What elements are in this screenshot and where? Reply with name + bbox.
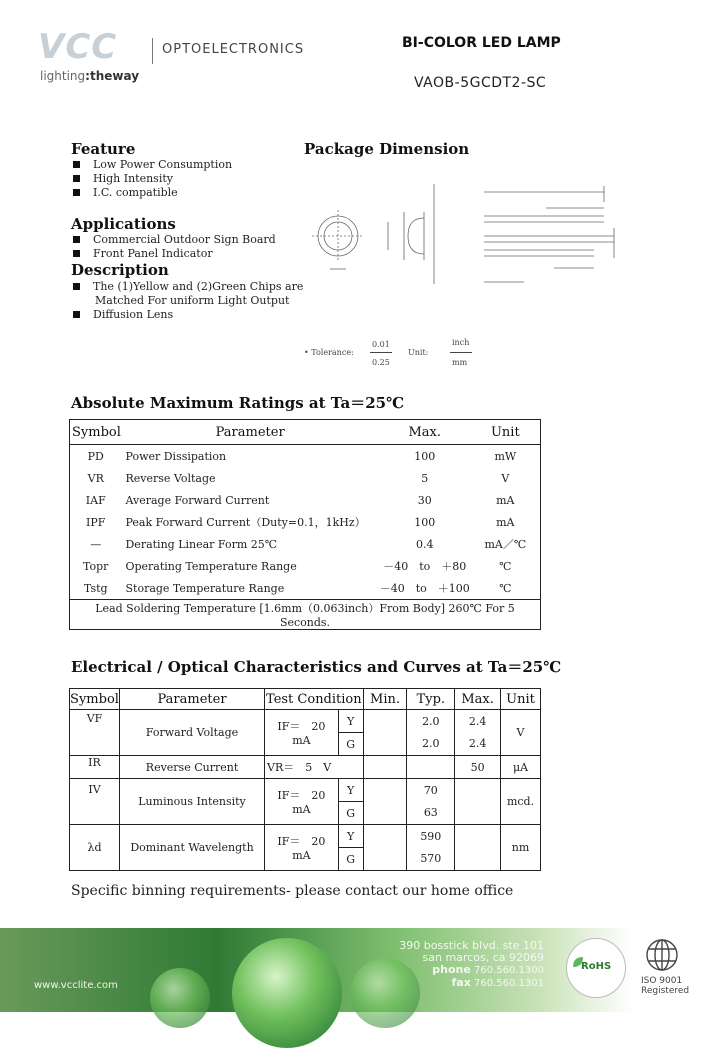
unit-fraction-line	[450, 352, 472, 353]
led-side-dome	[408, 218, 424, 254]
company-address	[399, 940, 544, 990]
col-min: Min.	[363, 689, 407, 710]
binning-note: Specific binning requirements- please contact our home office	[71, 883, 514, 899]
col-max: Max.	[379, 420, 471, 445]
website-link[interactable]: www.vcclite.com	[34, 980, 118, 991]
list-item: Front Panel Indicator	[73, 247, 276, 261]
table-row: — Derating Linear Form 25℃ 0.4 mA／℃	[90, 537, 527, 551]
amr-heading: Absolute Maximum Ratings at Ta＝25℃	[71, 394, 405, 412]
col-symbol: Symbol	[70, 689, 120, 710]
unit-inch: inch	[452, 338, 470, 347]
col-max: Max.	[455, 689, 501, 710]
table-row: IAF Average Forward Current 30 mA	[85, 493, 515, 507]
bullet-icon	[73, 250, 80, 257]
table-row: IV Luminous Intensity IF＝ 20 mA Y 70 mcd.	[70, 779, 541, 802]
col-test-condition: Test Condition	[265, 689, 364, 710]
list-item: Low Power Consumption	[73, 158, 232, 172]
part-number: VAOB-5GCDT2-SC	[414, 75, 547, 91]
led-glow-image	[232, 938, 342, 1048]
list-item: I.C. compatible	[73, 186, 232, 200]
list-item: Diffusion Lens	[73, 308, 303, 322]
unit-mm: mm	[452, 358, 468, 367]
unit-label: Unit:	[408, 348, 429, 357]
tagline	[40, 69, 139, 83]
iso-certification: ISO 9001 Registered	[641, 976, 690, 996]
applications-heading: Applications	[71, 215, 176, 233]
table-row: VF Forward Voltage IF＝ 20 mA Y 2.0 2.4 V	[70, 710, 541, 733]
table-header-row	[70, 420, 541, 445]
col-symbol: Symbol	[70, 420, 122, 445]
description-list	[73, 280, 303, 322]
bullet-icon	[73, 161, 80, 168]
address-line-2: san marcos, ca 92069	[422, 951, 544, 964]
package-dimension-drawing	[304, 172, 644, 302]
rohs-label: RoHS	[581, 961, 612, 972]
list-item: Commercial Outdoor Sign Board	[73, 233, 276, 247]
col-unit: Unit	[471, 420, 541, 445]
col-parameter: Parameter	[119, 689, 264, 710]
col-parameter: Parameter	[121, 420, 378, 445]
tolerance-inch: 0.01	[372, 340, 390, 349]
table-row: G 570	[70, 848, 541, 871]
col-typ: Typ.	[407, 689, 455, 710]
tagline-a: lighting	[40, 69, 86, 83]
table-header-row	[70, 689, 541, 710]
table-row: IPF Peak Forward Current（Duty=0.1，1kHz） 100 mA	[86, 515, 515, 529]
bullet-icon	[73, 236, 80, 243]
feature-list	[73, 158, 232, 200]
bullet-icon	[73, 189, 80, 196]
tolerance-fraction-line	[370, 352, 392, 353]
absolute-max-ratings-table	[69, 419, 541, 630]
list-item: High Intensity	[73, 172, 232, 186]
led-glow-image	[150, 968, 210, 1028]
tolerance-mm: 0.25	[372, 358, 390, 367]
vcc-logo: VCC	[38, 27, 118, 67]
rohs-badge	[566, 938, 626, 998]
table-row: IR Reverse Current VR＝ 5 V 50 μA	[70, 756, 541, 779]
address-line-1: 390 bosstick blvd. ste 101	[399, 939, 544, 952]
doc-title: BI-COLOR LED LAMP	[402, 35, 561, 51]
electrical-optical-table	[69, 688, 541, 871]
table-row: G 2.0 2.4	[70, 733, 541, 756]
fax-line: fax 760.560.1301	[451, 976, 544, 989]
bullet-icon	[73, 311, 80, 318]
eoc-heading: Electrical / Optical Characteristics and Curves at Ta＝25℃	[71, 658, 562, 676]
table-row: Topr Operating Temperature Range －40 to ＋80 ℃	[83, 559, 512, 573]
bullet-icon	[73, 283, 80, 290]
list-item-continued: Matched For uniform Light Output	[95, 294, 290, 307]
logo-divider	[152, 38, 153, 64]
applications-list	[73, 233, 276, 261]
soldering-note-row: Lead Soldering Temperature [1.6mm（0.063inch）From Body] 260℃ For 5 Seconds.	[70, 600, 541, 630]
table-row: VR Reverse Voltage 5 V	[87, 471, 510, 485]
tagline-b: :theway	[85, 69, 140, 83]
phone-line: phone 760.560.1300	[432, 963, 544, 976]
table-row: G 63	[70, 802, 541, 825]
table-row: λd Dominant Wavelength IF＝ 20 mA Y 590 nm	[70, 825, 541, 848]
list-item: The (1)Yellow and (2)Green Chips are	[73, 280, 303, 294]
iso-globe-icon	[645, 938, 679, 972]
col-unit: Unit	[501, 689, 541, 710]
table-row: PD Power Dissipation 100 mW	[87, 449, 517, 463]
package-heading: Package Dimension	[304, 140, 470, 158]
table-row: Tstg Storage Temperature Range －40 to ＋100 ℃	[83, 581, 512, 595]
description-heading: Description	[71, 261, 169, 279]
bullet-icon	[73, 175, 80, 182]
feature-heading: Feature	[71, 140, 136, 158]
brand-subtitle: OPTOELECTRONICS	[162, 42, 305, 57]
tolerance-label: • Tolerance:	[304, 348, 354, 357]
